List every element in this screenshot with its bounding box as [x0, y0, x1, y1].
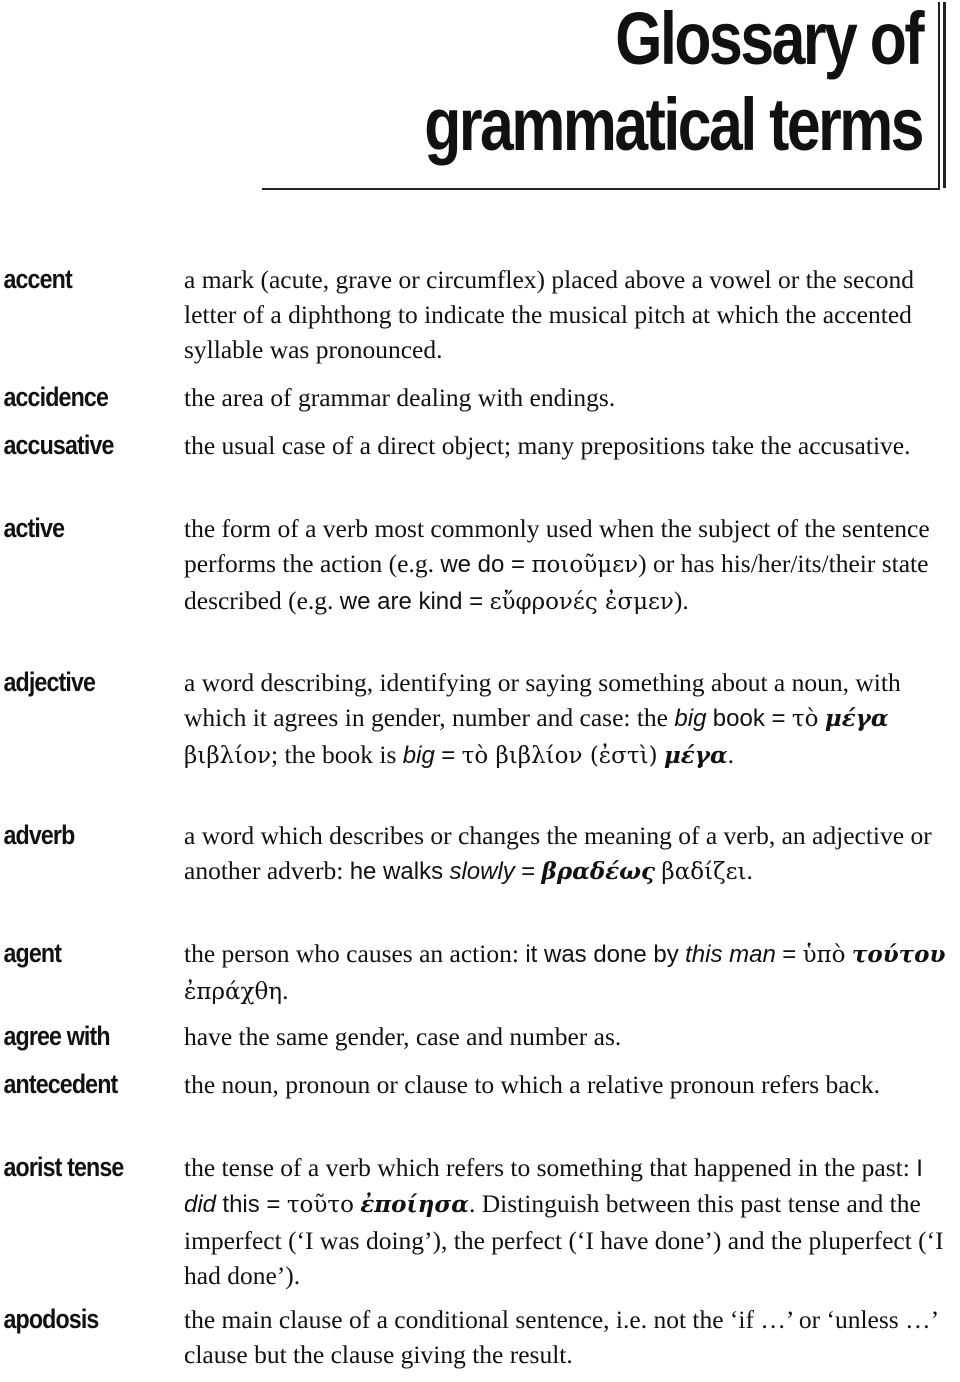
- glossary-entry-agree-with: [0, 1019, 960, 1067]
- example-english-italic: this man: [685, 941, 776, 968]
- glossary-term: antecedent: [3, 1069, 118, 1099]
- example-equals: =: [782, 941, 797, 968]
- example-greek: τοῦτο: [286, 1192, 354, 1218]
- glossary-definition: a mark (acute, grave or circumflex) placed above a vowel or the second letter of a diphthong to indicate the musical pitch at which the accented syllable was pronounced.: [184, 265, 914, 364]
- glossary-definition: [184, 1150, 960, 1293]
- glossary-entry-accent: [0, 262, 960, 380]
- definition-text: .: [727, 740, 735, 769]
- glossary-term: agree with: [3, 1021, 110, 1051]
- glossary-entry-agent: [0, 936, 960, 1019]
- example-english: book =: [712, 705, 786, 732]
- glossary-definition: have the same gender, case and number as.: [184, 1022, 622, 1051]
- definition-text: a word describing, identifying or saying something about a noun, with which it agrees in gender, number and case: the: [184, 668, 901, 732]
- glossary-list: [0, 262, 960, 1382]
- glossary-definition: [184, 936, 960, 1010]
- example-greek: ποιοῦμεν: [531, 552, 639, 578]
- glossary-definition: the noun, pronoun or clause to which a relative pronoun refers back.: [184, 1070, 881, 1099]
- glossary-term: active: [3, 513, 65, 543]
- glossary-entry-accusative: [0, 428, 960, 511]
- example-english: we are kind =: [339, 588, 484, 615]
- definition-text: ) or has his/her/its/their state described (e.g.: [184, 549, 929, 615]
- glossary-entry-accidence: [0, 380, 960, 428]
- definition-text: the person who causes an action:: [184, 939, 519, 968]
- page-title-line-1: Glossary of: [615, 0, 922, 80]
- glossary-entry-adjective: [0, 665, 960, 818]
- glossary-term: agent: [3, 938, 62, 968]
- glossary-term: accent: [3, 264, 72, 294]
- page-title-line-2: grammatical terms: [424, 83, 922, 166]
- glossary-term: accidence: [3, 382, 109, 412]
- example-greek-bold: τούτου: [851, 941, 946, 968]
- glossary-term: apodosis: [3, 1304, 99, 1334]
- example-greek: εὔφρονές ἐσμεν: [489, 589, 674, 615]
- definition-text: ; the book is: [271, 740, 397, 769]
- glossary-entry-antecedent: [0, 1067, 960, 1150]
- example-greek-bold: ἐποίησα: [360, 1191, 469, 1218]
- example-equals: =: [441, 742, 456, 769]
- example-greek: τὸ βιβλίον (ἐστὶ): [461, 743, 658, 769]
- example-equals: =: [521, 858, 536, 885]
- example-english: I: [916, 1155, 923, 1182]
- example-english: this =: [222, 1191, 281, 1218]
- example-greek-bold: μέγα: [824, 705, 889, 732]
- definition-text: the tense of a verb which refers to something that happened in the past:: [184, 1153, 910, 1182]
- glossary-definition: the usual case of a direct object; many prepositions take the accusative.: [184, 431, 911, 460]
- glossary-term: adjective: [3, 667, 96, 697]
- glossary-definition: the area of grammar dealing with endings.: [184, 383, 616, 412]
- glossary-term: aorist tense: [3, 1152, 124, 1182]
- example-greek: ὑπὸ: [802, 942, 846, 968]
- definition-text: .: [746, 856, 753, 885]
- glossary-term: adverb: [3, 820, 75, 850]
- example-greek-bold: μέγα: [663, 742, 728, 769]
- example-greek: βιβλίον: [184, 743, 272, 769]
- page-title: [315, 0, 922, 168]
- glossary-definition: [184, 818, 960, 890]
- glossary-entry-apodosis: [0, 1302, 960, 1382]
- example-greek: τὸ: [791, 706, 819, 732]
- example-greek: ἐπράχθη: [184, 979, 283, 1005]
- page-edge-bar: [938, 2, 946, 188]
- example-english: it was done by: [525, 941, 679, 968]
- definition-text: ).: [673, 586, 689, 615]
- example-english: he walks: [349, 858, 444, 885]
- glossary-definition: [184, 511, 960, 620]
- example-english-italic: big: [402, 742, 435, 769]
- glossary-entry-active: [0, 511, 960, 665]
- glossary-definition: [184, 665, 960, 774]
- example-greek: βαδίζει: [661, 859, 747, 885]
- definition-text: .: [282, 976, 289, 1005]
- definition-text: the form of a verb most commonly used when the subject of the sentence performs the action (e.g.: [184, 514, 930, 578]
- title-divider: [262, 188, 940, 190]
- glossary-definition: the main clause of a conditional sentence, i.e. not the ‘if …’ or ‘unless …’ clause but the clause giving the result.: [184, 1305, 938, 1369]
- example-english-italic: big: [674, 705, 707, 732]
- example-english-italic: slowly: [449, 858, 515, 885]
- glossary-entry-adverb: [0, 818, 960, 936]
- example-english-italic: did: [184, 1191, 217, 1218]
- definition-text: . Distinguish between this past tense and the imperfect (‘I was doing’), the perfect (‘I have done’) and the pluperfect (‘I had done’).: [184, 1189, 944, 1290]
- example-english: we do =: [440, 551, 526, 578]
- glossary-entry-aorist-tense: [0, 1150, 960, 1302]
- example-greek-bold: βραδέως: [541, 858, 656, 885]
- definition-text: a word which describes or changes the meaning of a verb, an adjective or another adverb:: [184, 821, 932, 885]
- glossary-term: accusative: [3, 430, 114, 460]
